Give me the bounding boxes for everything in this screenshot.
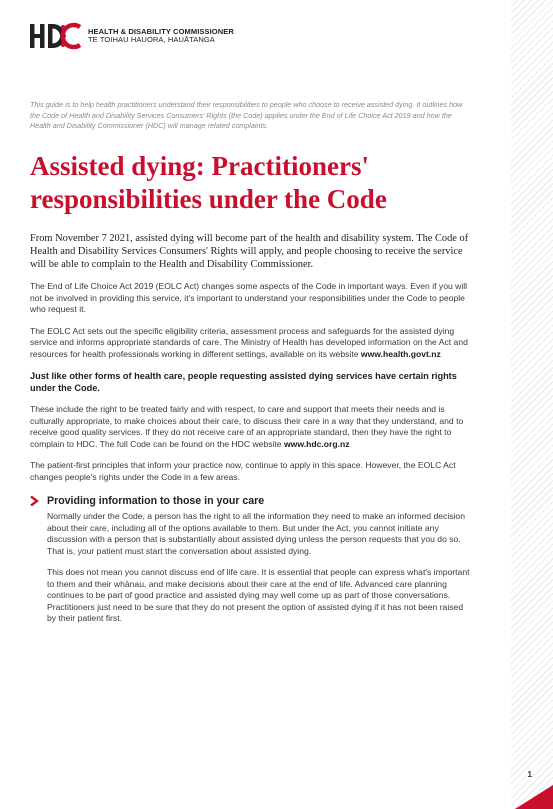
hdc-logo — [30, 22, 82, 50]
document-body — [30, 100, 470, 625]
decorative-stripe — [511, 0, 553, 809]
intro-text: This guide is to help health practitioners understand their responsibilities to people who choose to receive assisted dying. It outlines how the Code of Health and Disability Services Consumers' Rights (the Code) applies under the End of Life Choice Act 2019 and how the Health and Disability Commissioner (HDC) will manage related complaints. — [30, 100, 463, 130]
page-number: 1 — [527, 770, 532, 779]
section-title: Providing information to those in your care — [47, 495, 265, 508]
link-health-govt[interactable]: www.health.govt.nz — [360, 348, 441, 359]
rights-subheading: Just like other forms of health care, people requesting assisted dying services have certain rights under the Code. — [30, 371, 457, 394]
section-heading — [29, 495, 470, 507]
paragraph-rights-text: These include the right to be treated fairly and with respect, to care and support that meets their needs and is culturally appropriate, to make choices about their care, to discuss their care in a way that they understand, and to receive good quality services. If they do not receive care of an appropriate standard, then they have the right to complain to HDC. The full Code can be found on the HDC website — [30, 404, 464, 449]
corner-triangle — [515, 785, 553, 809]
paragraph-eligibility — [30, 326, 470, 361]
paragraph-eolc-act: The End of Life Choice Act 2019 (EOLC Act) changes some aspects of the Code in important ways. Even if you will not be involved in providing this service, it's important to understand your responsibilities under the Code to people who request it. — [30, 281, 468, 315]
section-body — [47, 511, 470, 625]
section-paragraph-1: Normally under the Code, a person has the right to all the information they need to make an informed decision about their care, including all of the options available to them. But under the Act, you cannot initiate any discussion with a person that is substantially about assisted dying unless the person requests that you do so. That is, your patient must start the conversation about assisted dying. — [47, 511, 465, 556]
link-hdc-org[interactable]: www.hdc.org.nz — [283, 438, 350, 449]
section-paragraph-2: This does not mean you cannot discuss end of life care. It is essential that people can express what's important to them and their whānau, and make decisions about their care at the end of life. Advanced care planning continues to be part of good practice and assisted dying may well come up as part of those conversations. Practitioners just need to be sure that they do not present the option of assisted dying if it has not been raised by their patient first. — [47, 567, 470, 624]
paragraph-rights — [30, 404, 470, 450]
paragraph-principles: The patient-first principles that inform your practice now, continue to apply in this space. However, the EOLC Act changes people's rights under the Code in a few areas. — [30, 460, 456, 482]
org-name: HEALTH & DISABILITY COMMISSIONER — [88, 26, 234, 36]
page-title: Assisted dying: Practitioners' responsibilities under the Code — [30, 150, 387, 214]
lead-paragraph: From November 7 2021, assisted dying will become part of the health and disability system. The Code of Health and Disability Services Consumers' Rights will apply, and people choosing to receive the service will be able to complain to the Health and Disability Commissioner. — [30, 232, 469, 270]
org-name-maori: TE TOIHAU HAUORA, HAUĀTANGA — [88, 35, 215, 44]
chevron-right-icon — [29, 496, 39, 506]
paragraph-eligibility-text: The EOLC Act sets out the specific eligibility criteria, assessment process and safeguards for the assisted dying service and informs appropriate standards of care. The Ministry of Health has developed information on the Act and resources for health professionals working in different settings, available on its website — [30, 325, 468, 359]
organisation-name-block — [88, 28, 234, 45]
header — [30, 22, 234, 50]
